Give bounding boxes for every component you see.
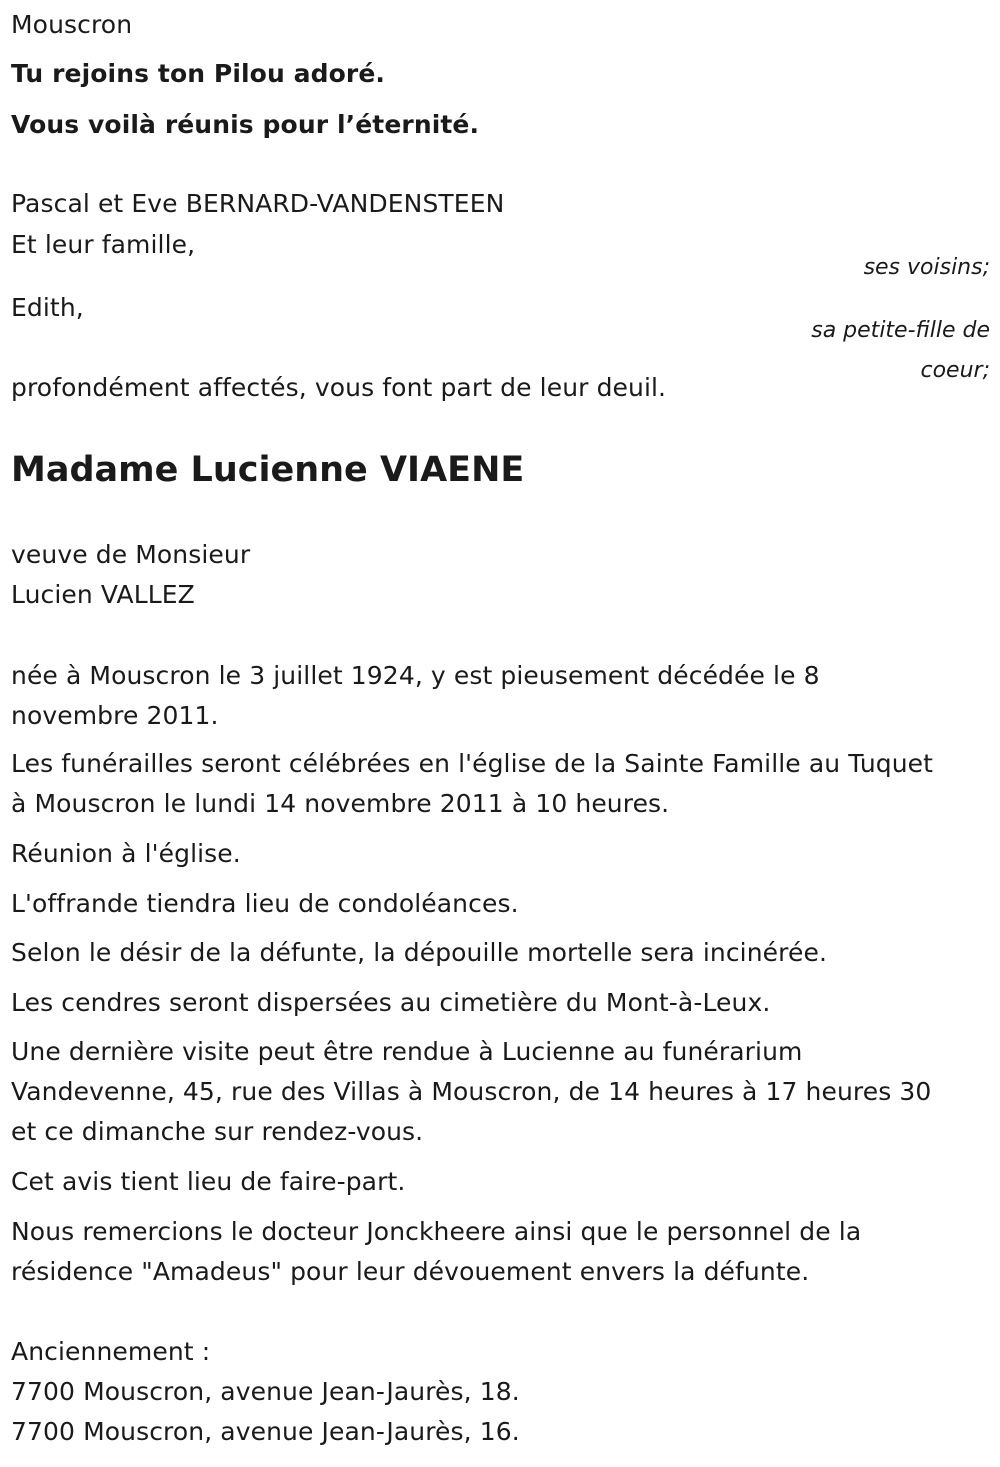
relation-granddaughter-1: sa petite-fille de	[811, 318, 990, 343]
relation-neighbours: ses voisins;	[863, 255, 990, 280]
family-line-1: Pascal et Eve BERNARD-VANDENSTEEN	[11, 189, 505, 218]
funeral-line-1: Les funérailles seront célébrées en l'église de la Sainte Famille au Tuquet	[11, 749, 934, 778]
offering-line: L'offrande tiendra lieu de condoléances.	[11, 889, 519, 918]
family-line-2: Et leur famille,	[11, 230, 196, 259]
notice-line: Cet avis tient lieu de faire-part.	[11, 1167, 406, 1196]
birth-line-1: née à Mouscron le 3 juillet 1924, y est pieusement décédée le 8	[11, 661, 820, 690]
funeral-line-2: à Mouscron le lundi 14 novembre 2011 à 10 heures.	[11, 789, 670, 818]
family-line-4: profondément affectés, vous font part de leur deuil.	[11, 373, 667, 402]
birth-line-2: novembre 2011.	[11, 701, 219, 730]
verse-line-1: Tu rejoins ton Pilou adoré.	[11, 59, 385, 88]
meeting-line: Réunion à l'église.	[11, 839, 241, 868]
deceased-name: Madame Lucienne VIAENE	[11, 450, 525, 490]
family-line-3: Edith,	[11, 293, 84, 322]
address-line-1: 7700 Mouscron, avenue Jean-Jaurès, 18.	[11, 1377, 520, 1406]
thanks-line-1: Nous remercions le docteur Jonckheere ainsi que le personnel de la	[11, 1217, 862, 1246]
visit-line-1: Une dernière visite peut être rendue à Lucienne au funérarium	[11, 1037, 803, 1066]
widow-line-2: Lucien VALLEZ	[11, 580, 195, 609]
thanks-line-2: résidence "Amadeus" pour leur dévouement envers la défunte.	[11, 1257, 810, 1286]
ashes-line: Les cendres seront dispersées au cimetière du Mont-à-Leux.	[11, 988, 771, 1017]
visit-line-2: Vandevenne, 45, rue des Villas à Mouscron, de 14 heures à 17 heures 30	[11, 1077, 932, 1106]
relation-granddaughter-2: coeur;	[920, 358, 990, 383]
cremation-line: Selon le désir de la défunte, la dépouille mortelle sera incinérée.	[11, 938, 827, 967]
address-label: Anciennement :	[11, 1337, 211, 1366]
verse-line-2: Vous voilà réunis pour l’éternité.	[11, 110, 480, 139]
widow-line-1: veuve de Monsieur	[11, 540, 251, 569]
address-line-2: 7700 Mouscron, avenue Jean-Jaurès, 16.	[11, 1417, 520, 1446]
city-line: Mouscron	[11, 10, 133, 39]
visit-line-3: et ce dimanche sur rendez-vous.	[11, 1117, 424, 1146]
